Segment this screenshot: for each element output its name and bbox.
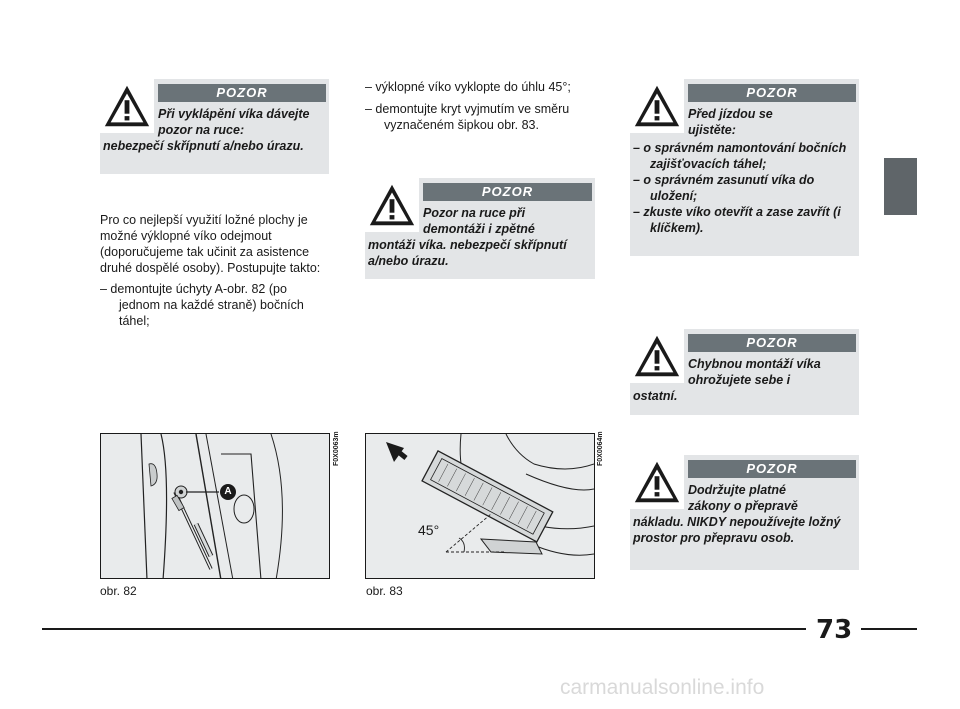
- warning-title: POZOR: [158, 84, 326, 102]
- footer-rule-right: [861, 628, 917, 630]
- figure-82-illustration: [101, 434, 330, 579]
- angle-label: 45°: [418, 522, 440, 538]
- warning-title: POZOR: [688, 84, 856, 102]
- warning-list-item: – o správném namontování bočních zajišťovacích táhel;: [633, 141, 847, 171]
- warning-title: POZOR: [423, 183, 592, 201]
- warning-head: Před jízdou se ujistěte:: [688, 107, 773, 137]
- footer-rule-left: [42, 628, 806, 630]
- warning-list-item: – o správném zasunutí víka do uložení;: [633, 173, 815, 203]
- warning-body: nákladu. NIKDY nepoužívejte ložný prostor pro přepravu osob.: [633, 515, 841, 545]
- step-tilt-lid: – výklopné víko vyklopte do úhlu 45°;: [365, 80, 571, 94]
- warning-triangle-icon: [365, 178, 419, 232]
- warning-box-2: [365, 178, 595, 279]
- intro-paragraph: Pro co nejlepší využití ložné plochy je možné výklopné víko odejmout (doporučujeme tak učinit za asistence druhé dospělé osoby). Postupujte takto:: [100, 213, 321, 275]
- figure-82-caption: obr. 82: [100, 584, 137, 598]
- warning-head: Pozor na ruce při demontáži i zpětné: [423, 206, 535, 236]
- figure-83: [365, 433, 595, 579]
- warning-box-5: [630, 455, 859, 570]
- figure-83-illustration: [366, 434, 595, 579]
- warning-body: nebezpečí skřípnutí a/nebo úrazu.: [103, 139, 304, 153]
- warning-text: [158, 106, 328, 138]
- chapter-tab: [884, 158, 917, 215]
- warning-triangle-icon: [630, 79, 684, 133]
- warning-title: POZOR: [688, 460, 856, 478]
- warning-triangle-icon: [100, 79, 154, 133]
- page-number: 73: [816, 615, 853, 645]
- warning-head: Chybnou montáží víka ohrožujete sebe i: [688, 357, 821, 387]
- step-remove-cover: – demontujte kryt vyjmutím ve směru vyznačeném šipkou obr. 83.: [365, 102, 570, 132]
- warning-triangle-icon: [630, 455, 684, 509]
- left-body-text: [100, 212, 330, 335]
- warning-box-1: [100, 79, 329, 174]
- warning-box-4: [630, 329, 859, 415]
- watermark: carmanualsonline.info: [560, 676, 765, 699]
- callout-a-label: A: [224, 486, 232, 497]
- warning-body: montáži víka. nebezpečí skřípnutí a/nebo úrazu.: [368, 238, 567, 268]
- warning-triangle-icon: [630, 329, 684, 383]
- figure-82-code: F0X0063m: [333, 431, 340, 466]
- warning-title: POZOR: [688, 334, 856, 352]
- warning-list: [633, 140, 855, 236]
- warning-list-item: – zkuste víko otevřít a zase zavřít (i klíčkem).: [633, 205, 841, 235]
- figure-82: [100, 433, 330, 579]
- warning-head: Dodržujte platné zákony o přepravě: [688, 483, 798, 513]
- middle-body-text: [365, 79, 600, 139]
- warning-box-3: [630, 79, 859, 256]
- figure-83-caption: obr. 83: [366, 584, 403, 598]
- figure-83-code: F0X0064m: [597, 431, 604, 466]
- warning-body: ostatní.: [633, 389, 678, 403]
- warning-head: Při vyklápění víka dávejte pozor na ruce:: [158, 107, 310, 137]
- step-remove-clips: – demontujte úchyty A-obr. 82 (po jednom na každé straně) bočních táhel;: [100, 282, 304, 328]
